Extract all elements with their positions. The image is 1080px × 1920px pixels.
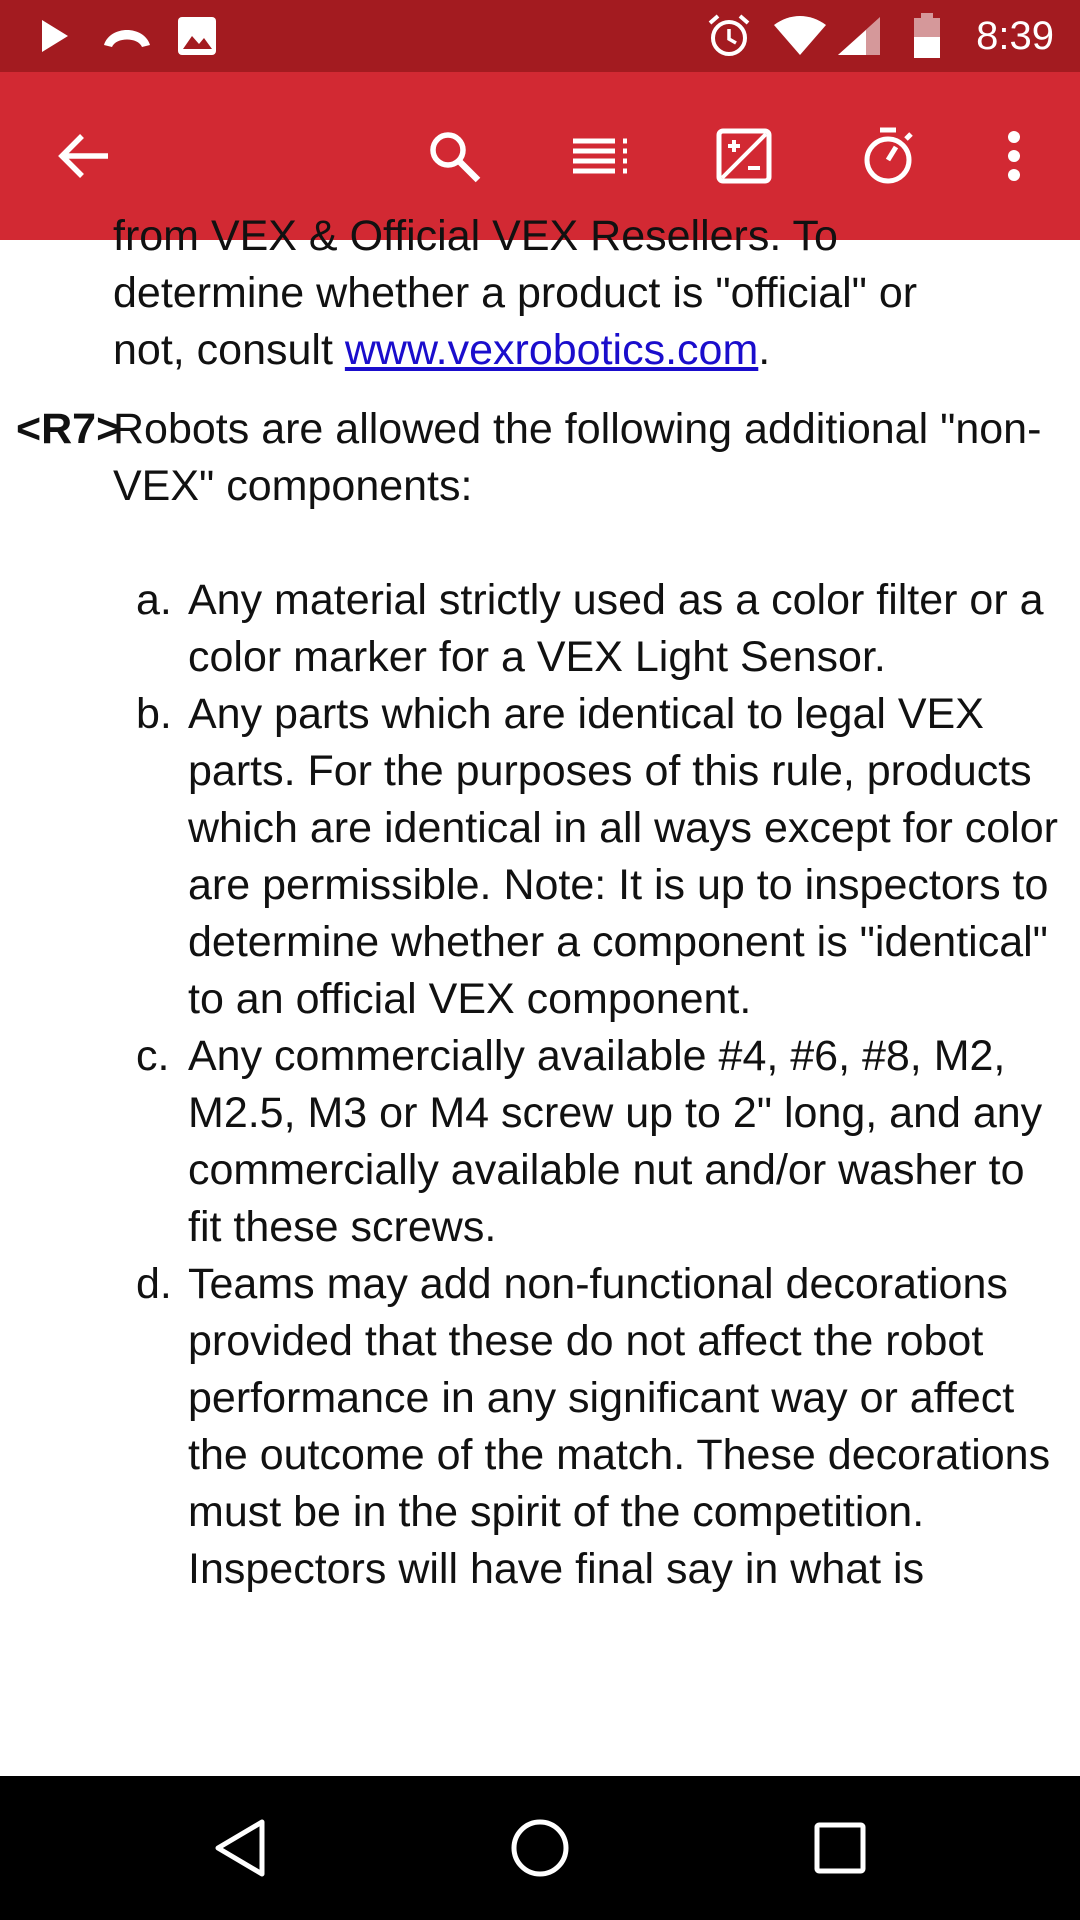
previous-paragraph-period: . xyxy=(758,326,771,374)
timer-icon[interactable] xyxy=(842,110,934,202)
list-item-text: Any material strictly used as a color filter or a color marker for a VEX Light Sensor. xyxy=(188,576,1044,681)
wifi-icon xyxy=(772,14,828,58)
list-item-marker: a. xyxy=(136,576,172,624)
list-item xyxy=(0,1256,1058,1598)
cell-signal-icon xyxy=(836,14,882,58)
toc-list-icon[interactable] xyxy=(554,110,646,202)
previous-paragraph-line: determine whether a product is "official" or xyxy=(113,269,918,317)
play-store-icon xyxy=(40,14,70,58)
document-page xyxy=(0,208,1080,1598)
vexrobotics-link[interactable]: www.vexrobotics.com xyxy=(344,326,759,374)
rule-text: Robots are allowed the following additional "non-VEX" components: xyxy=(113,405,1042,510)
previous-paragraph xyxy=(113,208,1043,379)
document-viewer[interactable] xyxy=(0,212,1080,1776)
list-item-text: Any parts which are identical to legal VEX parts. For the purposes of this rule, products which are identical in all ways except for color are permissible. Note: It is up to inspectors to determine whether a component is "identical" to an official VEX component. xyxy=(188,690,1058,1023)
edit-note-icon[interactable] xyxy=(698,110,790,202)
status-time: 8:39 xyxy=(976,14,1054,58)
missed-call-icon xyxy=(100,14,154,58)
list-item xyxy=(0,572,1058,686)
back-arrow-icon[interactable] xyxy=(38,110,130,202)
previous-paragraph-line: not, consult xyxy=(113,326,345,374)
list-item xyxy=(0,1028,1058,1256)
list-item-marker: c. xyxy=(136,1032,170,1080)
list-item-text: Any commercially available #4, #6, #8, M2, M2.5, M3 or M4 screw up to 2" long, and any commercially available nut and/or washer to fit these screws. xyxy=(188,1032,1043,1251)
alarm-icon xyxy=(706,14,752,58)
rule-id: <R7> xyxy=(16,405,122,453)
search-icon[interactable] xyxy=(408,110,500,202)
previous-paragraph-line: from VEX & Official VEX Resellers. To xyxy=(113,212,838,260)
list-item xyxy=(0,686,1058,1028)
list-item-marker: d. xyxy=(136,1260,172,1308)
rule-item-list xyxy=(0,572,1080,1598)
list-item-marker: b. xyxy=(136,690,172,738)
home-circle-icon[interactable] xyxy=(490,1804,590,1892)
system-nav-bar xyxy=(0,1776,1080,1920)
more-vert-icon[interactable] xyxy=(968,110,1060,202)
rule-r7 xyxy=(0,401,1043,515)
back-triangle-icon[interactable] xyxy=(190,1804,290,1892)
image-icon xyxy=(176,14,218,58)
list-item-text: Teams may add non-functional decorations provided that these do not affect the robot performance in any significant way or affect the outcome of the match. These decorations must be in the spirit of the competition. Inspectors will have final say in what is xyxy=(188,1260,1051,1593)
battery-icon xyxy=(912,14,942,58)
recents-square-icon[interactable] xyxy=(790,1804,890,1892)
status-bar xyxy=(0,0,1080,72)
